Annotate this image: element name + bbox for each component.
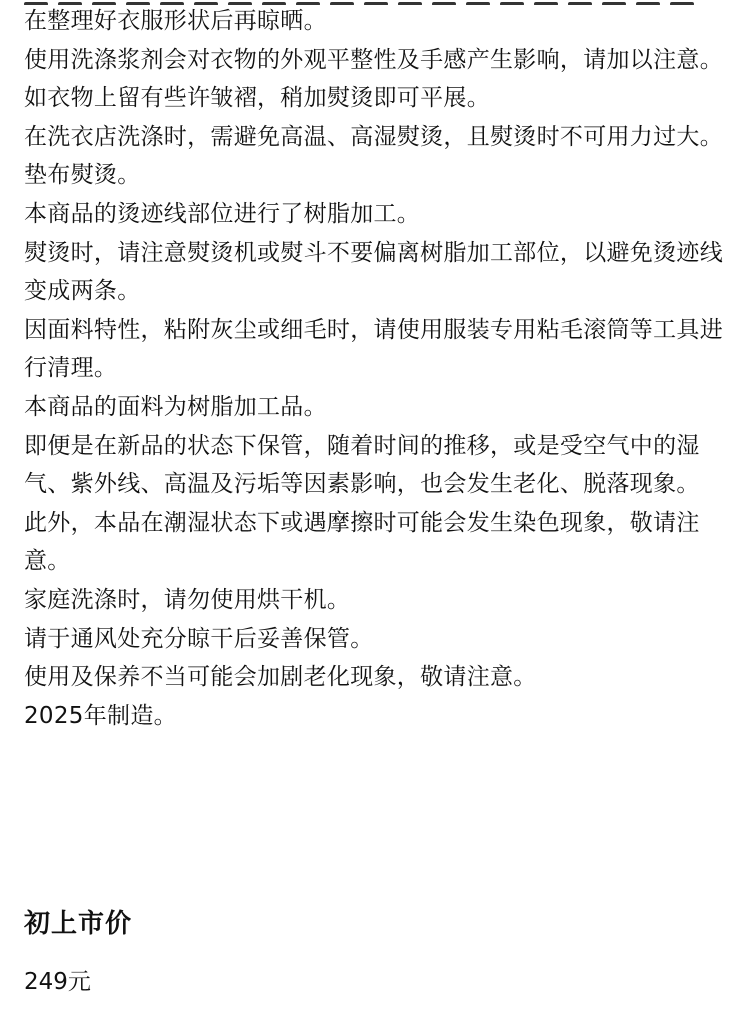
care-note: 家庭洗涤时，请勿使用烘干机。 <box>24 586 351 613</box>
care-note: 因面料特性，粘附灰尘或细毛时，请使用服装专用粘毛滚筒等工具进行清理。 <box>24 316 723 382</box>
care-note: 使用及保养不当可能会加剧老化现象，敬请注意。 <box>24 664 537 691</box>
care-note: 使用洗涤浆剂会对衣物的外观平整性及手感产生影响，请加以注意。 <box>24 46 723 73</box>
manufacture-year: 2025年制造。 <box>24 702 177 729</box>
care-note: 如衣物上留有些许皱褶，稍加熨烫即可平展。 <box>24 85 490 112</box>
care-note: 垫布熨烫。 <box>24 162 141 189</box>
care-note: 本商品的烫迹线部位进行了树脂加工。 <box>24 200 421 227</box>
care-note: 即便是在新品的状态下保管，随着时间的推移，或是受空气中的湿气、紫外线、高温及污垢等因素影响，也会发生老化、脱落现象。 <box>24 432 700 498</box>
care-notes-list <box>24 2 728 735</box>
care-note: 熨烫时，请注意熨烫机或熨斗不要偏离树脂加工部位，以避免烫迹线变成两条。 <box>24 239 723 305</box>
care-note: 在洗衣店洗涤时，需避免高温、高湿熨烫，且熨烫时不可用力过大。 <box>24 123 723 150</box>
initial-price-heading: 初上市价 <box>24 909 133 939</box>
care-note: 在整理好衣服形状后再晾晒。 <box>24 8 327 34</box>
care-note: 本商品的面料为树脂加工品。 <box>24 393 327 420</box>
care-note: 此外，本品在潮湿状态下或遇摩擦时可能会发生染色现象，敬请注意。 <box>24 509 700 575</box>
care-note: 请于通风处充分晾干后妥善保管。 <box>24 625 374 652</box>
initial-price-value: 249元 <box>24 969 91 995</box>
